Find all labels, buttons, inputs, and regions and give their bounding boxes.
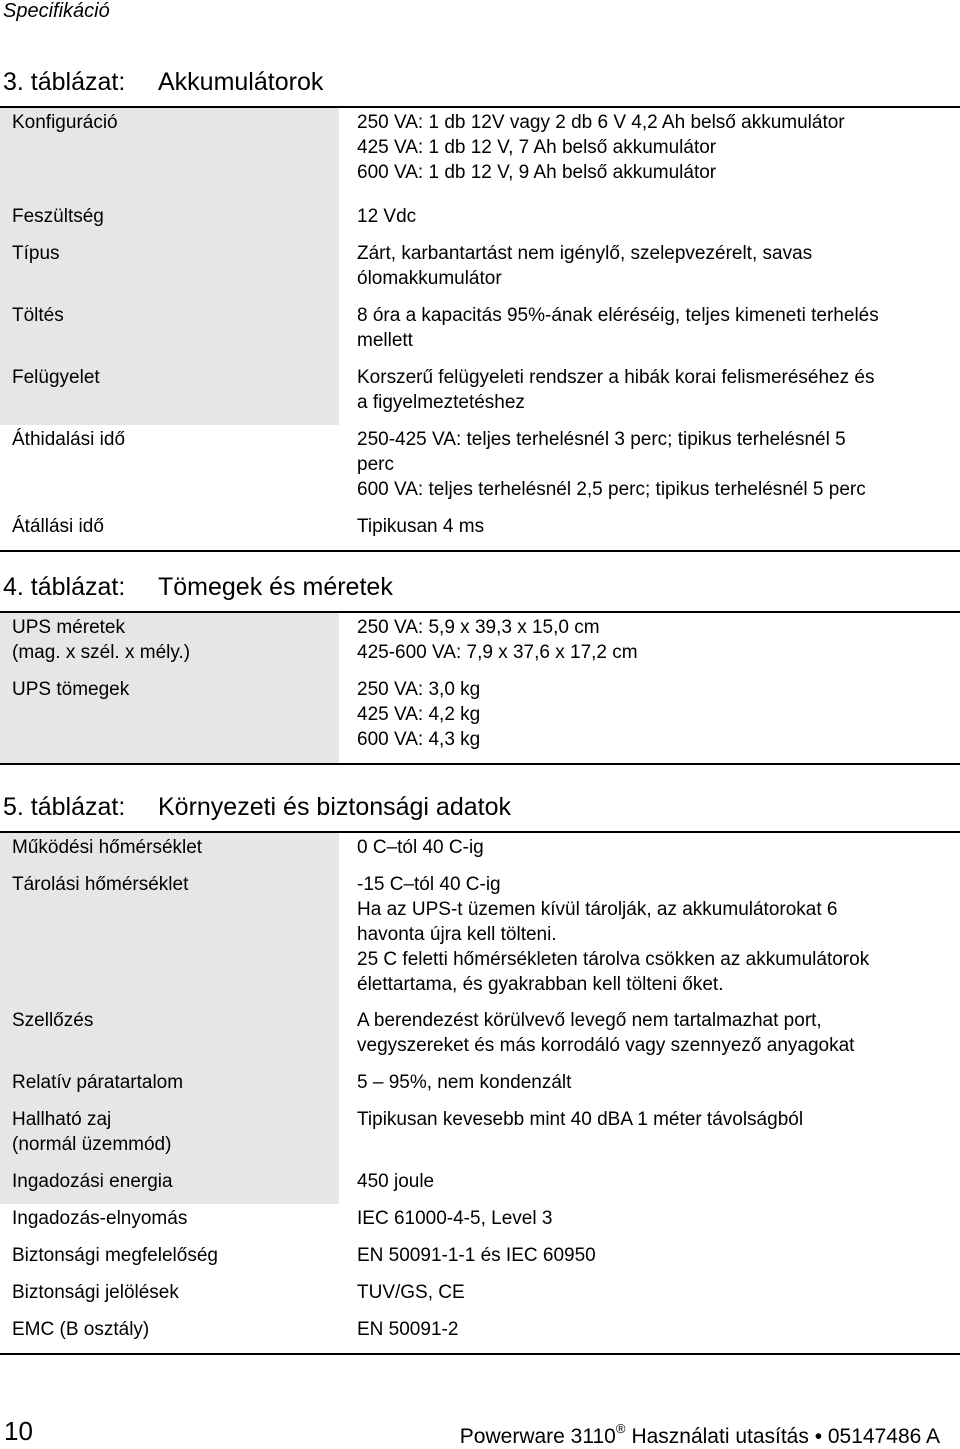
table-row	[0, 108, 960, 202]
table-row	[0, 833, 960, 870]
table-row	[0, 870, 960, 1006]
row-label: UPS méretek (mag. x szél. x mély.)	[0, 613, 339, 675]
row-value: Tipikusan 4 ms	[357, 516, 485, 537]
row-label: UPS tömegek	[0, 675, 339, 763]
table-row	[0, 1167, 960, 1204]
table-title-text: Tömegek és méretek	[158, 573, 393, 601]
table-row	[0, 363, 960, 425]
row-label: Ingadozási energia	[0, 1167, 339, 1204]
table-number: 4. táblázat:	[3, 573, 126, 601]
footer-document-info	[460, 1423, 940, 1449]
table-row	[0, 1241, 960, 1278]
footer-doc-text: Használati utasítás • 05147486 A	[631, 1425, 940, 1448]
registered-mark: ®	[615, 1421, 626, 1436]
row-value: 250 VA: 5,9 x 39,3 x 15,0 cm 425-600 VA: 7,9 x 37,6 x 17,2 cm	[357, 617, 638, 663]
table-number: 3. táblázat:	[3, 68, 126, 96]
table-4-dimensions	[0, 611, 960, 765]
row-value: Zárt, karbantartást nem igénylő, szelepvezérelt, savas ólomakkumulátor	[357, 243, 813, 289]
row-label: Felügyelet	[0, 363, 339, 425]
table-row	[0, 512, 960, 550]
table-row	[0, 613, 960, 675]
table-row	[0, 202, 960, 239]
table-row	[0, 301, 960, 363]
table-5-title	[3, 791, 511, 823]
table-row	[0, 1204, 960, 1241]
row-value: IEC 61000-4-5, Level 3	[357, 1208, 553, 1229]
table-title-text: Környezeti és biztonsági adatok	[158, 793, 511, 821]
row-value: Tipikusan kevesebb mint 40 dBA 1 méter távolságból	[357, 1109, 804, 1130]
row-label: Működési hőmérséklet	[0, 833, 339, 870]
row-label: Átállási idő	[12, 516, 104, 537]
page-header: Specifikáció	[3, 0, 110, 22]
row-value: EN 50091-2	[357, 1319, 459, 1340]
row-value: 5 – 95%, nem kondenzált	[357, 1072, 572, 1093]
row-label: Konfiguráció	[0, 108, 339, 202]
row-value: 250-425 VA: teljes terhelésnél 3 perc; tipikus terhelésnél 5 perc 600 VA: teljes terhelésnél 2,5 perc; tipikus terhelésnél 5 perc	[357, 429, 866, 500]
table-row	[0, 239, 960, 301]
row-value: A berendezést körülvevő levegő nem tartalmazhat port, vegyszereket és más korrodáló vagy szennyező anyagokat	[357, 1010, 855, 1056]
table-title-text: Akkumulátorok	[158, 68, 324, 96]
row-label: Töltés	[0, 301, 339, 363]
table-row	[0, 675, 960, 763]
table-row	[0, 425, 960, 512]
table-number: 5. táblázat:	[3, 793, 126, 821]
table-4-title	[3, 571, 393, 603]
row-label: Tárolási hőmérséklet	[0, 870, 339, 1006]
row-value: 8 óra a kapacitás 95%-ának eléréséig, teljes kimeneti terhelés mellett	[357, 305, 879, 351]
table-row	[0, 1315, 960, 1353]
row-label: Biztonsági jelölések	[12, 1282, 179, 1303]
row-value: TUV/GS, CE	[357, 1282, 465, 1303]
row-value: 250 VA: 1 db 12V vagy 2 db 6 V 4,2 Ah belső akkumulátor 425 VA: 1 db 12 V, 7 Ah belső akkumulátor 600 VA: 1 db 12 V, 9 Ah belső akkumulátor	[357, 112, 845, 183]
footer-brand: Powerware 3110	[459, 1425, 616, 1448]
table-row	[0, 1105, 960, 1167]
row-label: Áthidalási idő	[12, 429, 126, 450]
table-row	[0, 1278, 960, 1315]
table-3-title	[3, 66, 323, 98]
table-row	[0, 1006, 960, 1068]
table-row	[0, 1068, 960, 1105]
row-value: 450 joule	[357, 1171, 435, 1192]
row-label: Szellőzés	[0, 1006, 339, 1068]
row-label: Feszültség	[0, 202, 339, 239]
row-value: 250 VA: 3,0 kg 425 VA: 4,2 kg 600 VA: 4,3 kg	[357, 679, 481, 750]
table-3-batteries	[0, 106, 960, 552]
row-value: EN 50091-1-1 és IEC 60950	[357, 1245, 596, 1266]
row-label: Típus	[0, 239, 339, 301]
row-value: 0 C–tól 40 C-ig	[357, 837, 484, 858]
row-label: Relatív páratartalom	[0, 1068, 339, 1105]
row-label: Ingadozás-elnyomás	[12, 1208, 188, 1229]
row-value: Korszerű felügyeleti rendszer a hibák korai felismeréséhez és a figyelmeztetéshez	[357, 367, 875, 413]
row-value: 12 Vdc	[357, 206, 417, 227]
row-value: -15 C–tól 40 C-ig Ha az UPS-t üzemen kívül tárolják, az akkumulátorokat 6 havonta újra kell tölteni. 25 C feletti hőmérsékleten tárolva csökken az akkumulátorok élettartama, és gyakrabban kell tölteni őket.	[357, 874, 870, 995]
table-5-environment	[0, 831, 960, 1355]
row-label: Biztonsági megfelelőség	[12, 1245, 218, 1266]
page-number: 10	[4, 1416, 33, 1446]
row-label: EMC (B osztály)	[12, 1319, 150, 1340]
row-label: Hallható zaj (normál üzemmód)	[0, 1105, 339, 1167]
